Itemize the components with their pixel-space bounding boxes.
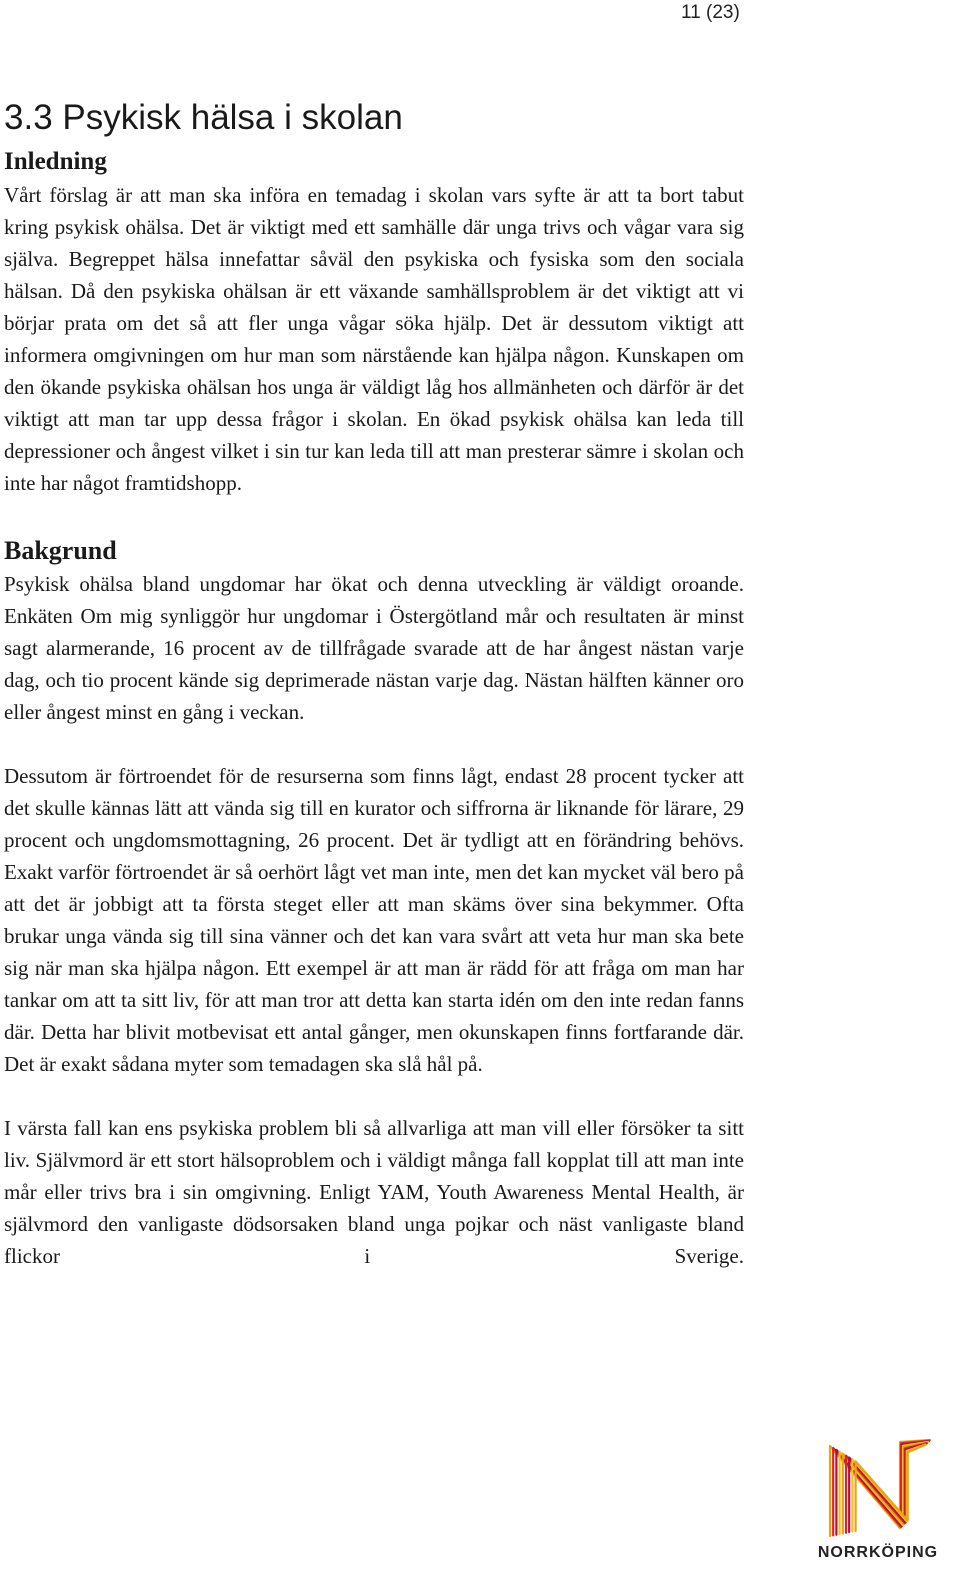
logo-wordmark: NORRKÖPING (817, 1544, 939, 1561)
background-paragraph-1: Psykisk ohälsa bland ungdomar har ökat och denna utveckling är väldigt oroande. Enkäten Om mig synliggör hur ungdomar i Östergötland mår och resultaten är minst sagt alarmerande, 16 procent av de tillfrågade svarade att de har ångest nästan varje dag, och tio procent kände sig deprimerade nästan varje dag. Nästan hälften känner oro eller ångest minst en gång i veckan. (4, 572, 744, 724)
logo-stroke (849, 1444, 926, 1532)
background-paragraph-3: I värsta fall kan ens psykiska problem bli så allvarliga att man vill eller försöker ta sitt liv. Självmord är ett stort hälsoproblem och i väldigt många fall kopplat till att man inte mår eller trivs bra i sin omgivning. Enligt YAM, Youth Awareness Mental Health, är självmord den vanligaste dödsorsaken bland unga pojkar och näst vanligaste bland flickor i Sverige. (4, 1116, 744, 1268)
norrkoping-logo-mark (808, 1432, 948, 1544)
norrkoping-logo (808, 1432, 948, 1564)
background-paragraph-2: Dessutom är förtroendet för de resurserna som finns lågt, endast 28 procent tycker att det skulle kännas lätt att vända sig till en kurator och siffrorna är liknande för lärare, 29 procent och ungdomsmottagning, 26 procent. Det är tydligt att en förändring behövs. Exakt varför förtroendet är så oerhört lågt vet man inte, men det kan mycket väl bero på att det är jobbigt att ta första steget eller att man skäms över sina bekymmer. Ofta brukar unga vända sig till sina vänner och det kan vara svårt att veta hur man ska bete sig när man ska hjälpa någon. Ett exempel är att man är rädd för att fråga om man har tankar om att ta sitt liv, för att man tror att detta kan starta idén om den inte redan fanns där. Detta har blivit motbevisat ett antal gånger, men okunskapen finns fortfarande där. Det är exakt sådana myter som temadagen ska slå hål på. (4, 764, 744, 1076)
logo-stroke (852, 1444, 925, 1531)
intro-paragraph: Vårt förslag är att man ska införa en temadag i skolan vars syfte är att ta bort tabut kring psykisk ohälsa. Det är viktigt med ett samhälle där unga trivs och vågar vara sig själva. Begreppet hälsa innefattar såväl den psykiska och fysiska som den sociala hälsan. Då den psykiska ohälsan är ett växande samhällsproblem är det viktigt att vi börjar prata om det så att fler unga vågar söka hjälp. Det är dessutom viktigt att informera omgivningen om hur man som närstående kan hjälpa någon. Kunskapen om den ökande psykiska ohälsan hos unga är väldigt låg hos allmänheten och därför är det viktigt att man tar upp dessa frågor i skolan. En ökad psykisk ohälsa kan leda till depressioner och ångest vilket i sin tur kan leda till att man presterar sämre i skolan och inte har något framtidshopp. (4, 183, 744, 495)
logo-stroke (833, 1441, 929, 1536)
background-heading: Bakgrund (4, 536, 117, 565)
section-title: 3.3 Psykisk hälsa i skolan (4, 98, 403, 137)
logo-stroke (846, 1443, 927, 1533)
document-body (4, 145, 744, 1272)
intro-heading: Inledning (4, 148, 107, 175)
page-number: 11 (23) (681, 2, 740, 23)
